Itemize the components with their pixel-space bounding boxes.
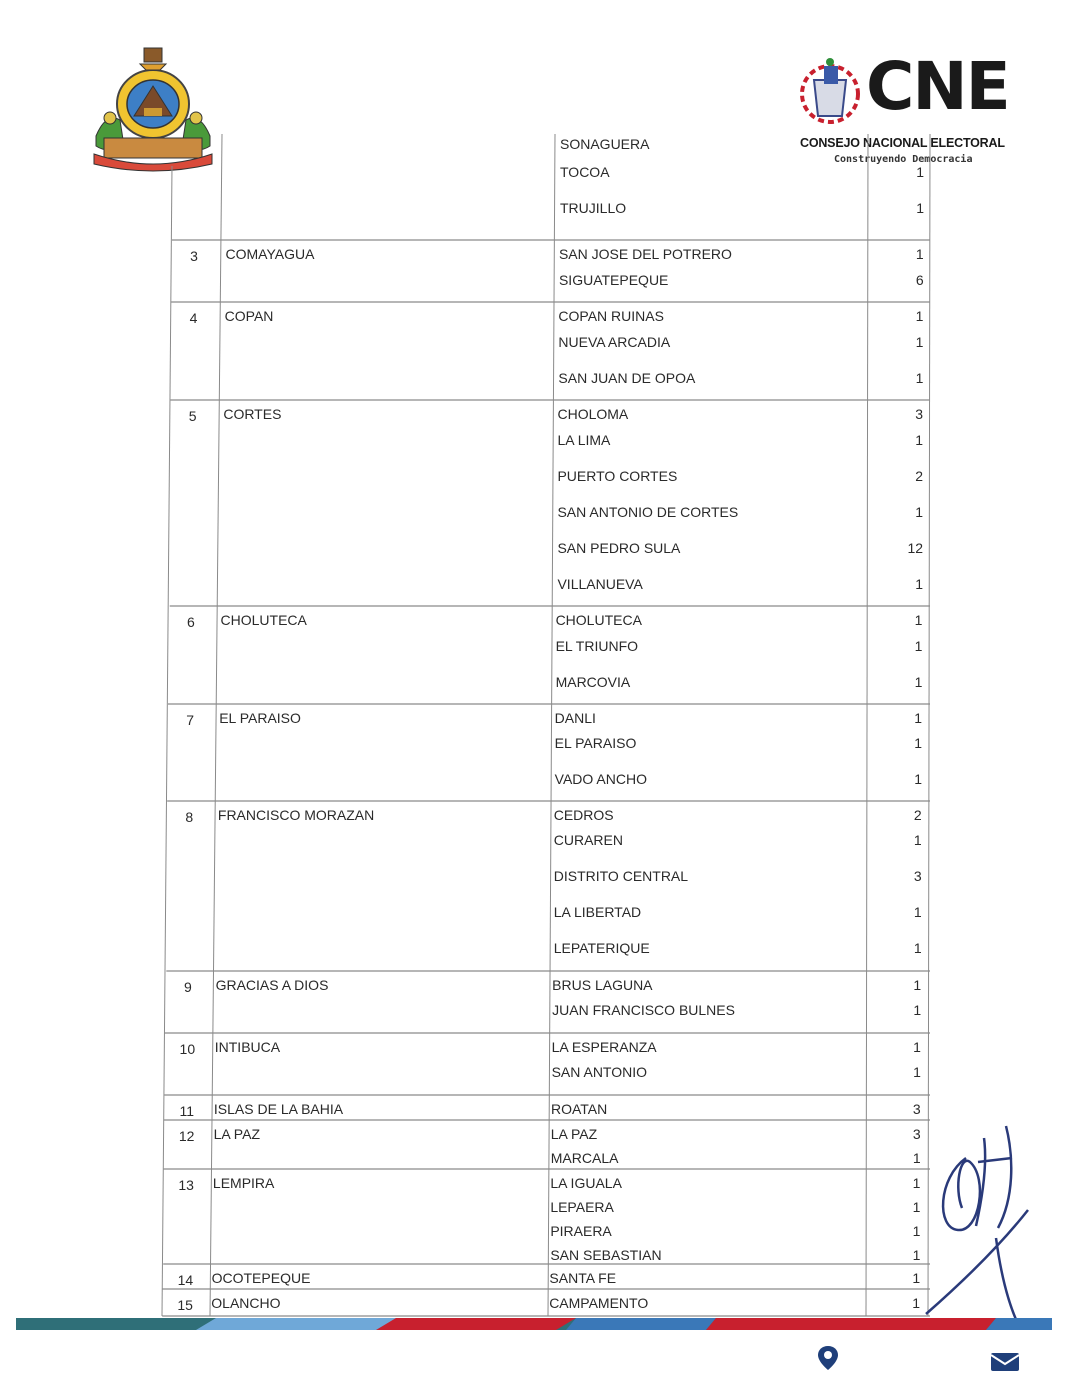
department-name: COMAYAGUA — [225, 246, 315, 262]
municipio-name: DANLI — [554, 710, 596, 726]
municipio-name: LA IGUALA — [550, 1175, 622, 1191]
municipio-count: 6 — [915, 272, 924, 288]
municipio-count: 1 — [912, 1175, 921, 1191]
municipio-count: 1 — [915, 504, 924, 520]
municipio-name: LEPATERIQUE — [553, 940, 650, 956]
municipio-name: SAN SEBASTIAN — [550, 1247, 662, 1263]
envelope-icon — [990, 1350, 1020, 1372]
municipio-count: 3 — [912, 1101, 921, 1117]
footer-color-bar — [16, 1316, 1052, 1332]
municipio-name: SIGUATEPEQUE — [558, 272, 669, 288]
location-pin-icon — [816, 1344, 840, 1372]
municipio-name: PIRAERA — [550, 1223, 612, 1239]
municipio-name: MARCALA — [550, 1150, 619, 1166]
municipio-name: BRUS LAGUNA — [552, 977, 653, 993]
municipio-count: 12 — [907, 540, 924, 556]
handwritten-signature — [918, 1118, 1038, 1328]
department-name: OCOTEPEQUE — [211, 1270, 311, 1286]
municipio-name: VADO ANCHO — [554, 771, 647, 787]
department-index: 9 — [183, 979, 192, 995]
municipio-count: 1 — [913, 1039, 921, 1055]
municipio-count: 1 — [913, 904, 922, 920]
cne-acronym: CNE — [866, 48, 1009, 125]
department-index: 7 — [186, 712, 195, 728]
municipio-count: 1 — [914, 710, 923, 726]
municipio-name: CHOLOMA — [557, 406, 629, 422]
municipio-count: 1 — [913, 977, 922, 993]
municipio-count: 1 — [915, 246, 924, 262]
department-name: LEMPIRA — [212, 1175, 275, 1191]
municipio-count: 1 — [915, 308, 924, 324]
municipio-count: 3 — [912, 1126, 921, 1142]
department-index: 11 — [179, 1103, 195, 1119]
department-index: 14 — [177, 1272, 194, 1288]
department-name: OLANCHO — [211, 1295, 281, 1311]
department-name: GRACIAS A DIOS — [215, 977, 329, 993]
department-name: EL PARAISO — [219, 710, 301, 726]
department-index: 10 — [179, 1041, 196, 1057]
municipio-count: 1 — [912, 1223, 921, 1239]
municipio-count: 1 — [913, 1002, 922, 1018]
municipio-count: 3 — [913, 868, 922, 884]
municipio-name: NUEVA ARCADIA — [558, 334, 671, 350]
municipio-name: SONAGUERA — [560, 136, 650, 152]
municipio-name: CURAREN — [553, 832, 623, 848]
municipio-count: 1 — [912, 1270, 921, 1286]
municipio-name: SANTA FE — [549, 1270, 617, 1286]
municipio-count: 1 — [915, 576, 924, 592]
cne-tagline: Construyendo Democracia — [834, 154, 973, 165]
municipio-name: LEPAERA — [550, 1199, 614, 1215]
municipio-count: 1 — [914, 735, 923, 751]
department-name: CHOLUTECA — [220, 612, 307, 628]
department-index: 8 — [185, 809, 194, 825]
municipio-count: 1 — [914, 771, 923, 787]
cne-full-name: CONSEJO NACIONAL ELECTORAL — [800, 136, 1005, 150]
municipio-name: LA LIBERTAD — [553, 904, 642, 920]
municipio-name: LA LIMA — [557, 432, 611, 448]
municipio-count: 1 — [915, 370, 924, 386]
municipio-name: SAN ANTONIO DE CORTES — [557, 504, 739, 520]
department-name: LA PAZ — [213, 1126, 260, 1142]
municipio-count: 1 — [914, 638, 923, 654]
department-name: INTIBUCA — [214, 1039, 281, 1055]
department-index: 5 — [188, 408, 197, 424]
municipio-name: DISTRITO CENTRAL — [553, 868, 689, 884]
municipio-name: SAN JOSE DEL POTRERO — [558, 246, 732, 262]
municipio-count: 1 — [913, 940, 922, 956]
department-name: ISLAS DE LA BAHIA — [213, 1101, 344, 1117]
municipio-count: 1 — [915, 334, 924, 350]
municipio-name: LA PAZ — [550, 1126, 598, 1142]
municipio-name: JUAN FRANCISCO BULNES — [552, 1002, 735, 1018]
municipio-count: 3 — [915, 406, 924, 422]
municipio-count: 1 — [916, 200, 924, 216]
municipio-count: 1 — [912, 1150, 921, 1166]
municipio-name: EL PARAISO — [554, 735, 637, 751]
department-index: 4 — [189, 310, 198, 326]
municipio-count: 1 — [914, 674, 923, 690]
municipio-count: 1 — [914, 612, 923, 628]
municipio-name: LA ESPERANZA — [551, 1039, 657, 1055]
municipio-count: 1 — [912, 1247, 921, 1263]
municipio-name: SAN ANTONIO — [551, 1064, 648, 1080]
municipio-count: 1 — [916, 164, 924, 180]
municipio-name: EL TRIUNFO — [555, 638, 639, 654]
municipio-count: 1 — [913, 832, 922, 848]
municipio-count: 1 — [912, 1295, 921, 1311]
municipio-name: PUERTO CORTES — [557, 468, 678, 484]
municipio-name: CHOLUTECA — [555, 612, 642, 628]
department-name: FRANCISCO MORAZAN — [217, 807, 375, 823]
department-index: 6 — [187, 614, 195, 630]
municipio-name: TOCOA — [560, 164, 610, 180]
municipio-count: 2 — [915, 468, 924, 484]
department-index: 15 — [177, 1297, 193, 1313]
department-index: 13 — [178, 1177, 194, 1193]
municipio-name: ROATAN — [551, 1101, 608, 1117]
municipio-name: COPAN RUINAS — [558, 308, 664, 324]
municipio-name: CEDROS — [553, 807, 614, 823]
department-index: 12 — [178, 1128, 195, 1144]
municipio-name: VILLANUEVA — [557, 576, 643, 592]
municipio-name: TRUJILLO — [560, 200, 627, 216]
municipio-name: SAN JUAN DE OPOA — [558, 370, 696, 386]
department-name: COPAN — [224, 308, 274, 324]
department-index: 3 — [190, 248, 198, 264]
municipio-count: 1 — [913, 1064, 921, 1080]
municipio-count: 2 — [913, 807, 922, 823]
municipio-count: 1 — [912, 1199, 921, 1215]
municipio-count: 1 — [915, 432, 924, 448]
department-name: CORTES — [223, 406, 282, 422]
municipio-name: MARCOVIA — [555, 674, 631, 690]
municipio-name: CAMPAMENTO — [549, 1295, 649, 1311]
municipio-name: SAN PEDRO SULA — [557, 540, 681, 556]
